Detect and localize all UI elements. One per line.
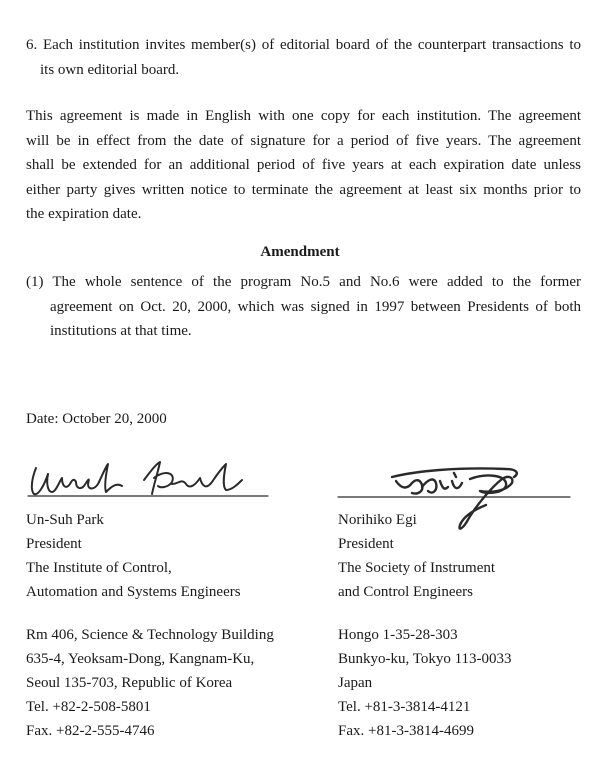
left-party-block [26,508,241,604]
address-line: Japan [338,675,373,691]
left-party-name: Un-Suh Park [26,512,104,528]
amendment-line: (1) The whole sentence of the program No.5 and No.6 were added to the former [26,274,581,290]
right-party-org-line-1: The Society of Instrument [338,560,496,576]
clause-6 [26,33,581,82]
clause-6-line-1: 6. Each institution invites member(s) of editorial board of the counterpart transactions to [26,37,581,53]
right-party-block [338,508,495,604]
fax-line: Fax. +82-2-555-4746 [26,723,155,739]
address-line: 635-4, Yeoksam-Dong, Kangnam-Ku, [26,651,255,667]
right-party-org-line-2: and Control Engineers [338,584,473,600]
amendment-line: institutions at that time. [50,323,192,339]
agreement-paragraph [26,104,581,227]
right-party-name: Norihiko Egi [338,512,417,528]
phone-line: Tel. +82-2-508-5801 [26,699,151,715]
agreement-line: the expiration date. [26,206,142,222]
left-party-title: President [26,536,82,552]
handwritten-signature-left [26,460,271,502]
signing-date: Date: October 20, 2000 [26,411,167,427]
left-party-org-line-2: Automation and Systems Engineers [26,584,241,600]
address-line: Hongo 1-35-28-303 [338,627,458,643]
agreement-line: shall be extended for an additional period of five years at each expiration date unless [26,157,581,173]
address-line: Bunkyo-ku, Tokyo 113-0033 [338,651,512,667]
left-party-org-line-1: The Institute of Control, [26,560,172,576]
clause-6-line-2: its own editorial board. [40,61,180,78]
right-party-title: President [338,536,394,552]
signature-un-suh-park [26,460,271,502]
phone-line: Tel. +81-3-3814-4121 [338,699,471,715]
amendment-paragraph [26,270,581,344]
left-party-address [26,623,274,743]
address-line: Rm 406, Science & Technology Building [26,627,274,643]
agreement-line: will be in effect from the date of signature for a period of five years. The agreement [26,132,581,149]
address-line: Seoul 135-703, Republic of Korea [26,675,233,691]
right-party-address [338,623,512,743]
fax-line: Fax. +81-3-3814-4699 [338,723,474,739]
amendment-line: agreement on Oct. 20, 2000, which was signed in 1997 between Presidents of both [50,298,581,315]
agreement-line: This agreement is made in English with one copy for each institution. The agreement [26,108,581,124]
agreement-line: either party gives written notice to terminate the agreement at least six months prior to [26,181,581,198]
amendment-heading: Amendment [260,244,340,260]
